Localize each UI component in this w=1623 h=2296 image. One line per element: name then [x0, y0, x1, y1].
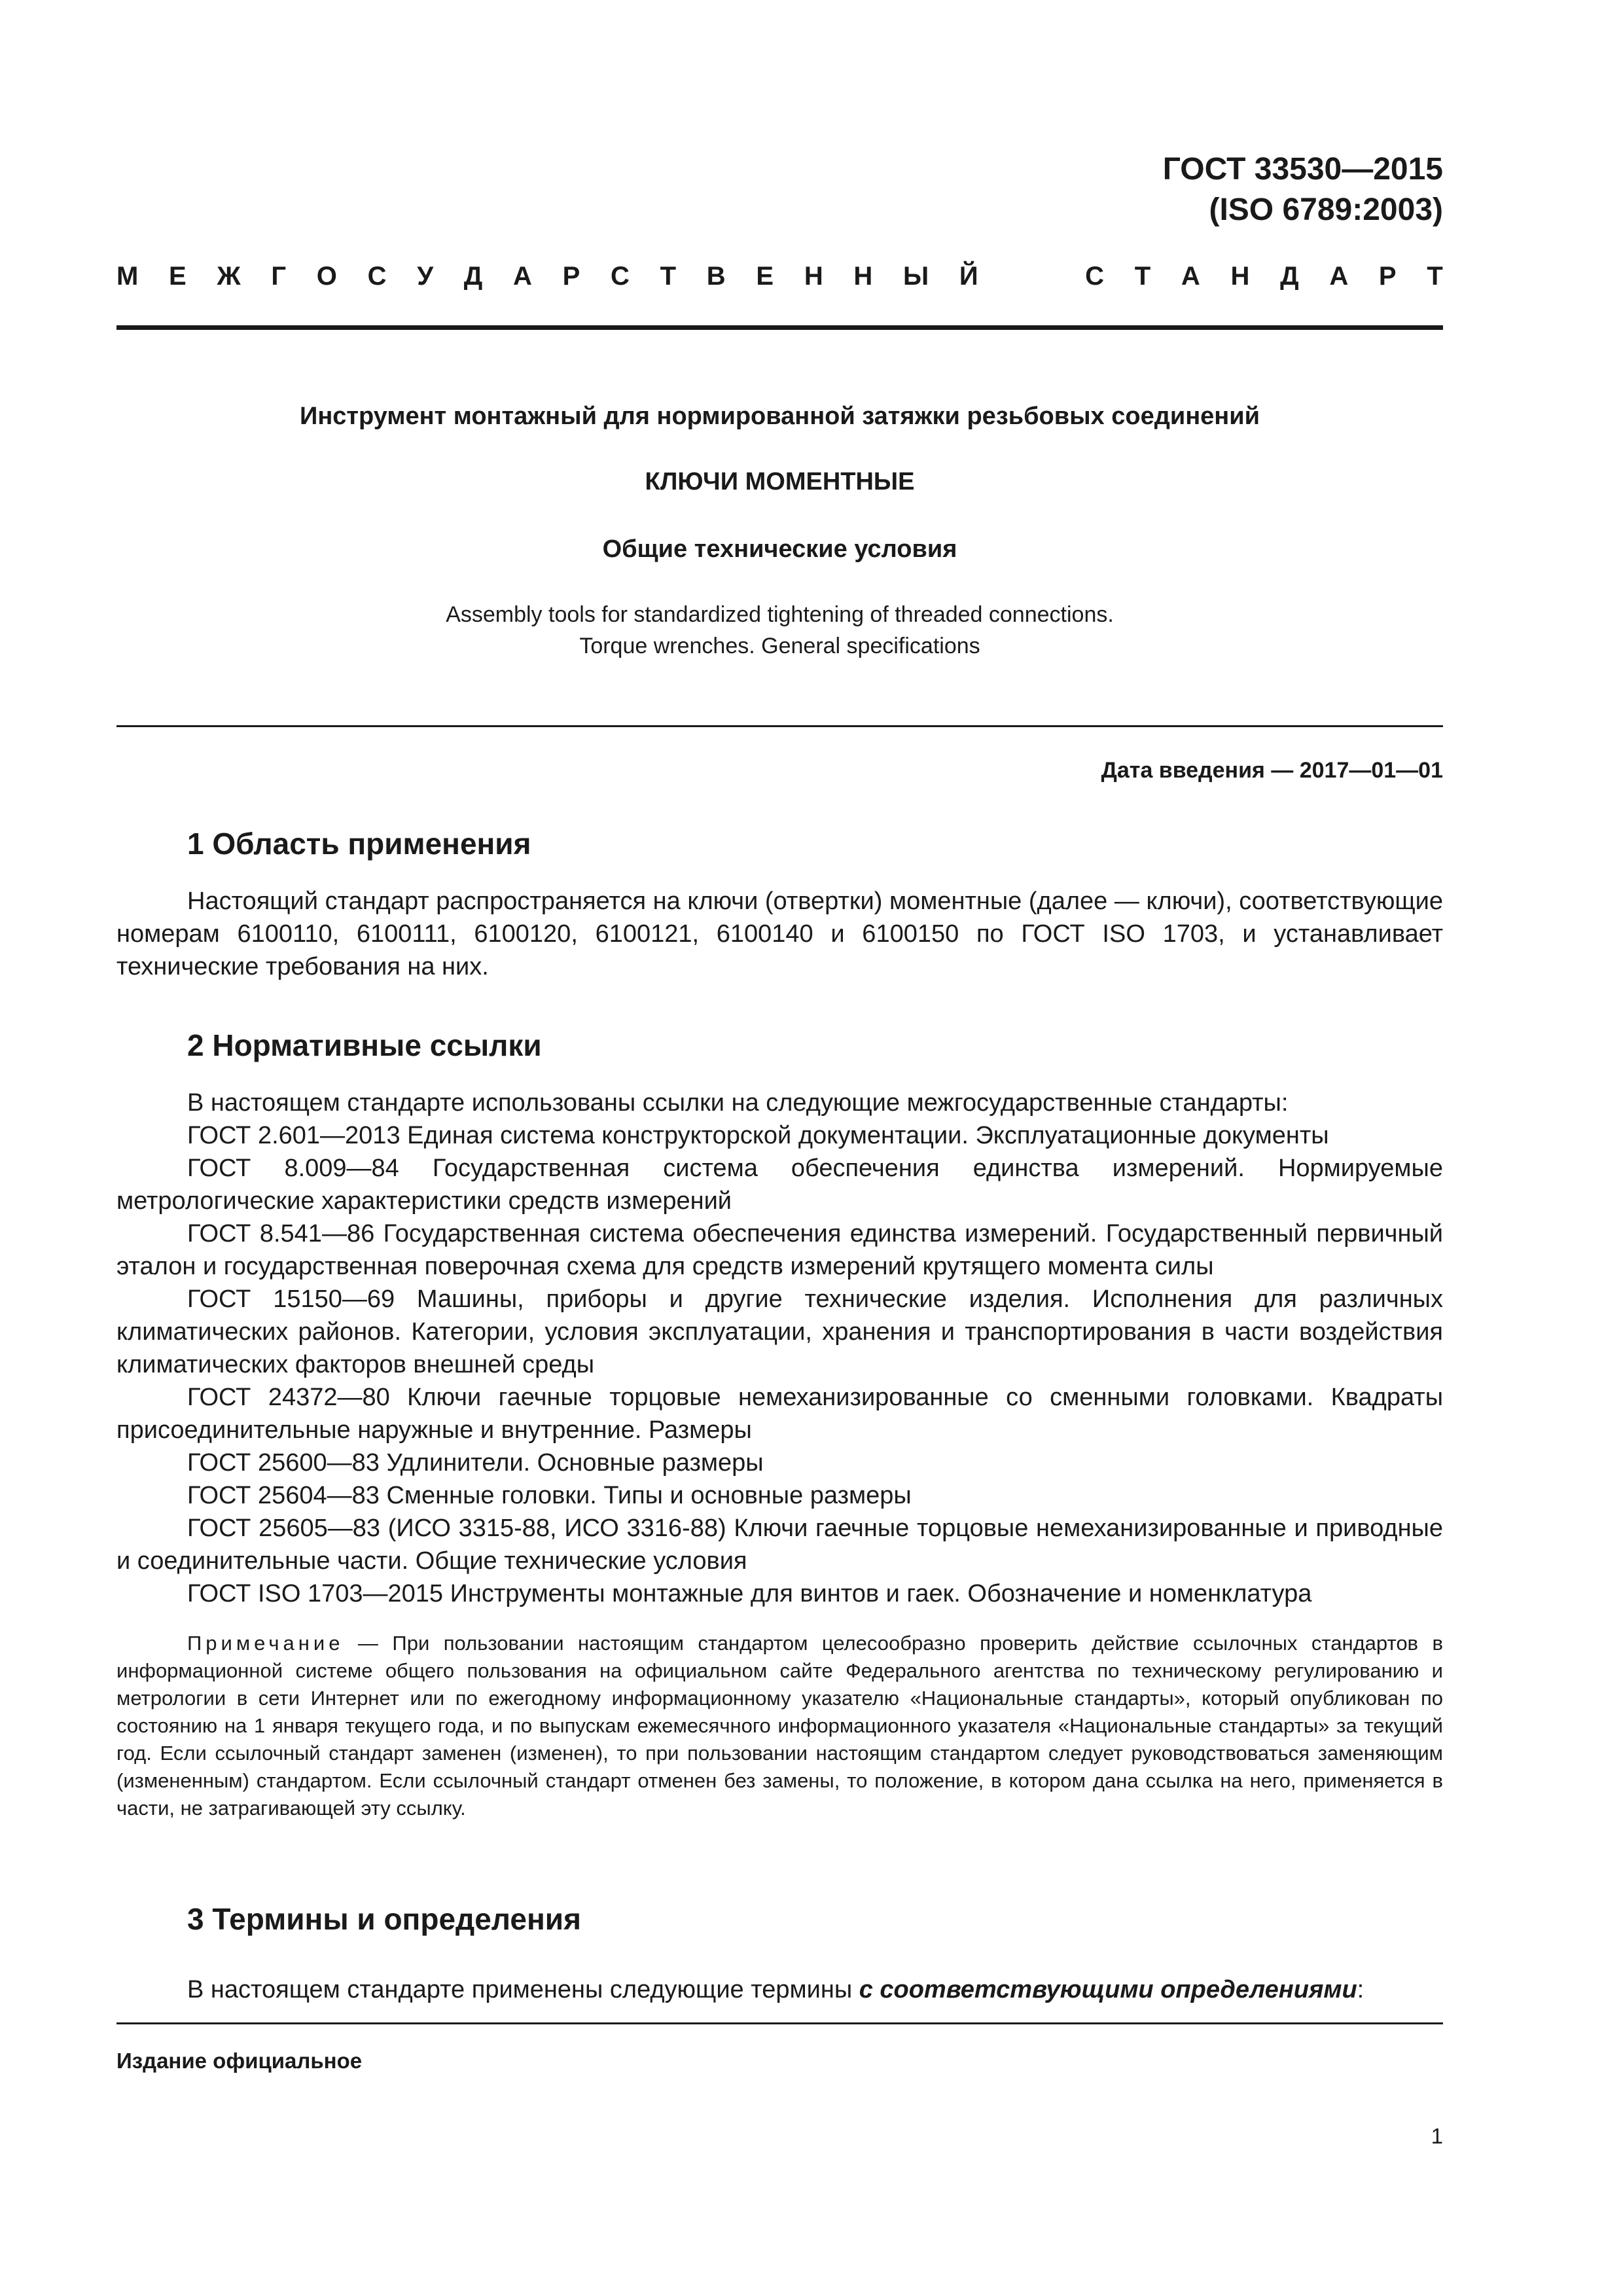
document-number-block [982, 149, 1443, 230]
banner-letter: А [513, 262, 532, 291]
banner-letter: Д [463, 262, 483, 291]
page-number: 1 [1431, 2124, 1443, 2148]
banner-letter: Т [1427, 262, 1443, 291]
title-en-line: Torque wrenches. General specifications [579, 634, 980, 658]
references-note [116, 1630, 1443, 1822]
reference-item: ГОСТ 24372—80 Ключи гаечные торцовые немеханизированные со сменными головками. Квадраты присоединительные наружные и внутренние. Размеры [116, 1384, 1443, 1444]
banner-letter: Е [169, 262, 187, 291]
introduction-date: Дата введения — 2017—01—01 [1101, 758, 1443, 783]
document-title-ru: Инструмент монтажный для нормированной затяжки резьбовых соединений [300, 403, 1260, 430]
interstate-standard-banner [116, 262, 1443, 291]
document-title-en [116, 599, 1443, 662]
section-1-heading: 1 Область применения [187, 827, 531, 861]
banner-letter: Ж [217, 262, 241, 291]
section-1-paragraph: Настоящий стандарт распространяется на ключи (отвертки) моментные (далее — ключи), соответствующие номерам 6100110, 6100111, 6100120, 6100121, 6100140 и 6100150 по ГОСТ ISO 1703, и устанавливает технические требования на них. [116, 888, 1443, 980]
banner-letter: Д [1280, 262, 1299, 291]
banner-letter: Е [756, 262, 774, 291]
note-text: — При пользовании настоящим стандартом целесообразно проверить действие ссылочных стандартов в информационной системе общего пользования на официальном сайте Федерального агентства по техническому регулированию и метрологии в сети Интернет или по ежегодному информационному указателю «Национальные стандарты», который опубликован по состоянию на 1 января текущего года, и по выпускам ежемесячного информационного указателя «Национальные стандарты» за текущий год. Если ссылочный стандарт заменен (изменен), то при пользовании настоящим стандартом следует руководствоваться заменяющим (измененным) стандартом. Если ссылочный стандарт отменен без замены, то положение, в котором дана ссылка на него, применяется в части, не затрагивающей эту ссылку. [116, 1632, 1443, 1820]
reference-item: ГОСТ 15150—69 Машины, приборы и другие технические изделия. Исполнения для различных климатических районов. Категории, условия эксплуатации, хранения и транспортирования в части воздействия климатических факторов внешней среды [116, 1285, 1443, 1378]
reference-item: ГОСТ ISO 1703—2015 Инструменты монтажные для винтов и гаек. Обозначение и номенклатура [187, 1580, 1312, 1607]
banner-letter: Ы [903, 262, 929, 291]
note-label: Примечание [187, 1632, 344, 1655]
banner-letter: Р [562, 262, 580, 291]
banner-letter: Н [853, 262, 873, 291]
banner-letter: Н [804, 262, 823, 291]
reference-item: ГОСТ 2.601—2013 Единая система конструкторской документации. Эксплуатационные документы [187, 1122, 1329, 1149]
section-3-intro [187, 1973, 1443, 2006]
document-title-caps: КЛЮЧИ МОМЕНТНЫЕ [645, 468, 915, 495]
banner-letter: В [706, 262, 726, 291]
section-1-body [116, 885, 1443, 983]
banner-word-gap [1008, 262, 1054, 291]
reference-item: ГОСТ 25600—83 Удлинители. Основные размеры [187, 1449, 764, 1477]
banner-letter: Й [959, 262, 978, 291]
banner-letter: О [316, 262, 337, 291]
footer-rule [116, 2022, 1443, 2024]
banner-letter: Р [1378, 262, 1397, 291]
terms-intro-text: В настоящем стандарте применены следующие термины [187, 1976, 859, 2003]
banner-letter: А [1181, 262, 1200, 291]
reference-item: ГОСТ 25604—83 Сменные головки. Типы и основные размеры [187, 1482, 912, 1509]
banner-letter: Н [1230, 262, 1250, 291]
reference-item: ГОСТ 8.009—84 Государственная система обеспечения единства измерений. Нормируемые метрологические характеристики средств измерений [116, 1155, 1443, 1215]
title-en-line: Assembly tools for standardized tightening of threaded connections. [446, 602, 1114, 627]
banner-letter: С [611, 262, 630, 291]
reference-item: ГОСТ 8.541—86 Государственная система обеспечения единства измерений. Государственный первичный эталон и государственная поверочная схема для средств измерений крутящего момента силы [116, 1220, 1443, 1280]
document-subtitle: Общие технические условия [602, 535, 957, 563]
banner-letter: Г [271, 262, 287, 291]
section-3-heading: 3 Термины и определения [187, 1902, 581, 1936]
title-rule [116, 725, 1443, 727]
banner-letter: У [417, 262, 434, 291]
terms-intro-end: : [1357, 1976, 1364, 2003]
gost-number: ГОСТ 33530—2015 [1162, 152, 1443, 187]
banner-letter: А [1329, 262, 1349, 291]
section-2-heading: 2 Нормативные ссылки [187, 1028, 542, 1062]
official-edition-label: Издание официальное [116, 2049, 363, 2073]
banner-letter: Т [1134, 262, 1151, 291]
reference-item: ГОСТ 25605—83 (ИСО 3315-88, ИСО 3316-88) Ключи гаечные торцовые немеханизированные и приводные и соединительные части. Общие технические условия [116, 1515, 1443, 1575]
terms-intro-emphasis: с соответствующими определениями [859, 1976, 1357, 2003]
header-rule [116, 325, 1443, 330]
banner-letter: С [1085, 262, 1104, 291]
normative-references-list [116, 1086, 1443, 1610]
banner-letter: Т [660, 262, 677, 291]
banner-letter: М [116, 262, 139, 291]
iso-number: (ISO 6789:2003) [1209, 192, 1443, 227]
reference-intro: В настоящем стандарте использованы ссылки на следующие межгосударственные стандарты: [187, 1089, 1289, 1117]
banner-letter: С [367, 262, 387, 291]
